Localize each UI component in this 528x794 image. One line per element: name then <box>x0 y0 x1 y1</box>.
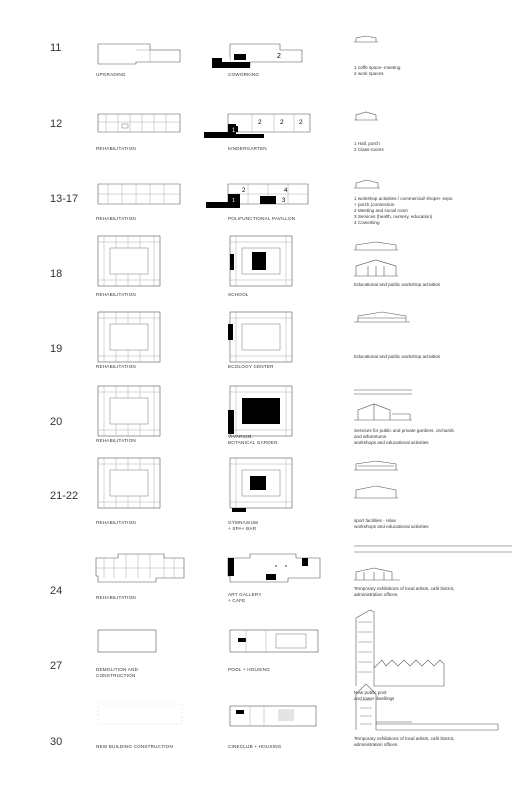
proposed-plan <box>226 550 326 584</box>
existing-plan <box>96 42 186 66</box>
program-label: COWORKING <box>228 72 260 77</box>
existing-plan <box>94 550 190 586</box>
intervention-label: REHABILITATION <box>96 438 136 443</box>
intervention-label: UPGRADING <box>96 72 126 77</box>
space-tag: 1 <box>228 58 232 64</box>
program-label: POOL + HOUSING <box>228 667 271 672</box>
section-drawing <box>352 310 412 326</box>
existing-plan <box>96 234 186 290</box>
row-number: 12 <box>50 118 63 130</box>
intervention-label: REHABILITATION <box>96 595 136 600</box>
proposed-plan <box>226 622 322 662</box>
intervention-label: REHABILITATION <box>96 216 136 221</box>
program-label: VIVARIUM, BOTANICAL GARDEN <box>228 434 278 445</box>
row-number: 24 <box>50 585 63 597</box>
section-drawing <box>352 680 502 732</box>
program-label: ECOLOGY CENTER <box>228 364 274 369</box>
existing-plan <box>96 110 186 136</box>
section-drawing <box>352 240 400 284</box>
intervention-label: REHABILITATION <box>96 364 136 369</box>
intervention-label: NEW BUILDING CONSTRUCTION <box>96 744 173 749</box>
row-number: 19 <box>50 343 63 355</box>
section-drawing <box>352 608 448 688</box>
program-label: KINDERGARTEN <box>228 146 267 151</box>
proposed-plan <box>228 700 320 732</box>
proposed-plan <box>210 40 310 70</box>
space-tag: 1 <box>232 128 236 134</box>
program-notes: 1 coffe space- meeting 2 work spaces <box>354 65 401 76</box>
program-notes: Temporary exhibitions of local artists, café bistrot, administration offices. <box>354 736 455 747</box>
space-tag: 2 <box>242 188 246 194</box>
space-tag: 2 <box>277 53 281 60</box>
space-tag: 4 <box>284 188 288 194</box>
row-number: 30 <box>50 736 63 748</box>
program-notes: 1 workshop activities / commercial/ shops+ expo + porch (connection 2 Meeting and social room 3 Services (health, nursery, education) 4 Coworking <box>354 196 453 225</box>
row-number: 18 <box>50 268 63 280</box>
intervention-label: REHABILITATION <box>96 146 136 151</box>
program-notes: Educational and public workshop activities <box>354 354 441 359</box>
space-tag: 3 <box>282 198 286 204</box>
program-label: ART GALLERY + CAFE <box>228 592 262 603</box>
section-drawing <box>352 110 380 122</box>
row-number: 27 <box>50 660 63 672</box>
section-drawing <box>352 384 414 424</box>
section-drawing <box>352 540 516 584</box>
section-drawing <box>352 34 380 44</box>
row-number: 21-22 <box>50 490 79 502</box>
existing-plan <box>96 628 160 656</box>
section-drawing <box>352 178 382 190</box>
proposed-plan <box>228 310 318 366</box>
space-tag: 2 <box>258 119 262 126</box>
existing-plan <box>96 700 186 728</box>
program-notes: New public pool and tower dwellings <box>354 690 395 701</box>
program-notes: Services for public and private gardens, orchards and arboretums workshops and educational activities <box>354 428 454 445</box>
program-notes: Educational and public workshop activities <box>354 282 441 287</box>
proposed-plan <box>204 180 312 212</box>
intervention-label: DEMOLITION AND CONSTRUCTION <box>96 667 139 678</box>
intervention-label: REHABILITATION <box>96 292 136 297</box>
program-notes: 1 Hall, porch 2 Class-rooms <box>354 141 384 152</box>
program-label: SCHOOL <box>228 292 249 297</box>
proposed-plan <box>228 384 318 440</box>
program-label: CINECLUB + HOUSING <box>228 744 282 749</box>
program-label: POLIFUNCTIONAL PAVILLON <box>228 216 296 221</box>
program-label: GYMNASIUM + SPA+ BAR <box>228 520 259 531</box>
proposed-plan <box>202 110 312 142</box>
existing-plan <box>96 310 186 366</box>
program-notes: Temporary exhibitions of local artists, café bistrot, administration offices. <box>354 586 455 597</box>
space-tag: 1 <box>232 198 236 204</box>
existing-plan <box>96 180 186 210</box>
row-number: 20 <box>50 416 63 428</box>
row-number: 13-17 <box>50 193 79 205</box>
existing-plan <box>96 456 186 512</box>
section-drawing <box>352 458 400 502</box>
proposed-plan <box>228 456 318 516</box>
existing-plan <box>96 384 186 440</box>
program-notes: sport facilities - relax workshops and educational activities <box>354 518 429 529</box>
space-tag: 2 <box>299 119 303 126</box>
row-number: 11 <box>50 42 62 54</box>
proposed-plan <box>228 234 318 290</box>
intervention-label: REHABILITATION <box>96 520 136 525</box>
space-tag: 2 <box>280 119 284 126</box>
